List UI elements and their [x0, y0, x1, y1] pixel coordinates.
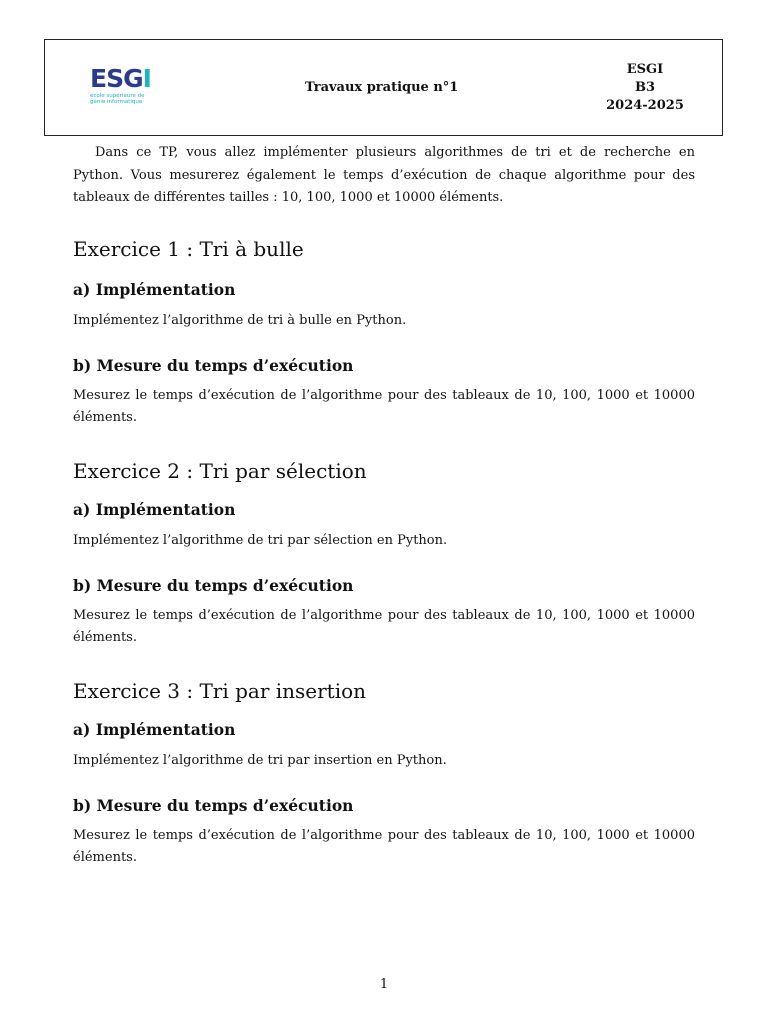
academic-year: 2024-2025 [606, 98, 684, 113]
exercise-title: Exercice 2 : Tri par sélection [73, 458, 367, 483]
exercise-1 [73, 236, 695, 429]
school-name: ESGI [626, 62, 664, 77]
logo-wordmark-left: ESG [90, 64, 143, 93]
logo-tagline: école supérieure de génie informatique [90, 93, 145, 105]
exercise-title: Exercice 3 : Tri par insertion [73, 678, 367, 703]
logo-wordmark [90, 66, 170, 92]
intro-paragraph: Dans ce TP, vous allez implémenter plusieurs algorithmes de tri et de recherche en Python. Vous mesurerez également le temps d’exécution de chaque algorithme pour des tableaux de différentes tailles : 10, 100, 1000 et 10000 éléments. [73, 145, 695, 205]
part-text: Mesurez le temps d’exécution de l’algorithme pour des tableaux de 10, 100, 1000 et 10000 éléments. [73, 607, 695, 645]
logo-wordmark-accent: I [142, 64, 151, 93]
part-heading: b) Mesure du temps d’exécution [73, 795, 354, 815]
header-info [605, 61, 685, 115]
exercise-3 [73, 678, 695, 869]
class-level: B3 [634, 80, 656, 95]
document-header [44, 39, 723, 136]
part-heading: b) Mesure du temps d’exécution [73, 355, 354, 375]
part-heading: a) Implémentation [73, 719, 236, 739]
part-heading: b) Mesure du temps d’exécution [73, 575, 354, 595]
exercise-2 [73, 458, 695, 649]
exercise-title: Exercice 1 : Tri à bulle [73, 236, 304, 261]
document-body [73, 142, 695, 869]
part-text: Mesurez le temps d’exécution de l’algorithme pour des tableaux de 10, 100, 1000 et 10000 éléments. [73, 827, 695, 865]
esgi-logo [90, 66, 170, 114]
part-text: Implémentez l’algorithme de tri par insertion en Python. [73, 752, 447, 768]
part-text: Implémentez l’algorithme de tri à bulle en Python. [73, 312, 407, 328]
part-heading: a) Implémentation [73, 499, 236, 519]
page-number: 1 [379, 977, 389, 992]
part-text: Implémentez l’algorithme de tri par sélection en Python. [73, 532, 448, 548]
document-title: Travaux pratique n°1 [305, 80, 459, 95]
part-heading: a) Implémentation [73, 279, 236, 299]
part-text: Mesurez le temps d’exécution de l’algorithme pour des tableaux de 10, 100, 1000 et 10000 éléments. [73, 387, 695, 425]
